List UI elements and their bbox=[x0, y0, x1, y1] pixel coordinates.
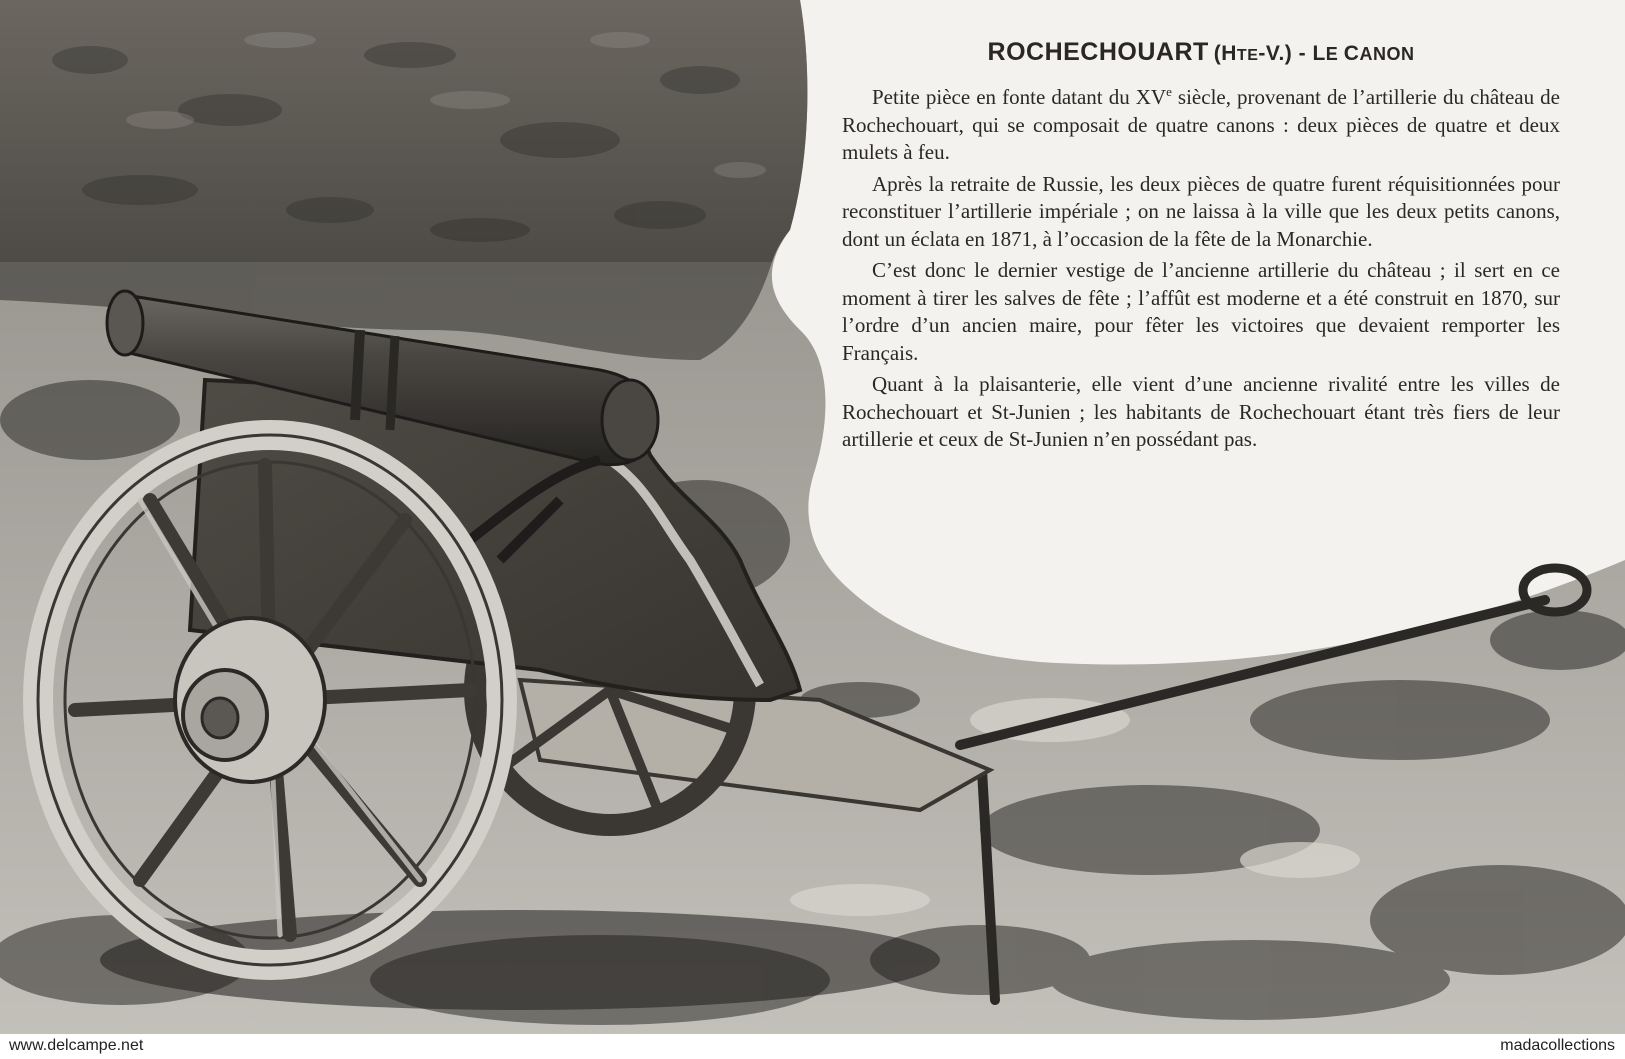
caption-paragraph-1: Petite pièce en fonte datant du XVe siècle, provenant de l’artillerie du château de Rochechouart, qui se composait de quatre canons : deux pièces de quatre et deux mulets à feu. bbox=[842, 84, 1560, 164]
title-subject: LE CANON bbox=[1312, 42, 1415, 65]
watermark-bar bbox=[0, 1034, 1625, 1059]
caption-paragraph-4: Quant à la plaisanterie, elle vient d’une ancienne rivalité entre les villes de Rochechouart et St-Junien ; les habitants de Rochechouart étant très fiers de leur artillerie et ceux de St-Junien n’en possédant pas. bbox=[842, 372, 1560, 451]
caption-panel bbox=[842, 28, 1560, 458]
caption-title: ROCHECHOUART (HTE-V.) - LE CANON bbox=[987, 38, 1415, 66]
title-place: ROCHECHOUART bbox=[987, 38, 1209, 66]
watermark-left: www.delcampe.net bbox=[9, 1037, 144, 1054]
caption-paragraph-3: C’est donc le dernier vestige de l’ancienne artillerie du château ; il sert en ce moment à tirer les salves de fête ; l’affût est moderne et a été construit en 1870, sur l’ordre d’un ancien maire, pour fêter les victoires que devaient remporter les Français. bbox=[842, 258, 1560, 365]
caption-paragraph-2: Après la retraite de Russie, les deux pièces de quatre furent réquisitionnées pour reconstituer l’artillerie impériale ; on ne laissa à la ville que les deux petits canons, dont un éclata en 1871, à l’occasion de la fête de la Monarchie. bbox=[842, 171, 1560, 251]
title-department: (HTE-V.) bbox=[1213, 42, 1293, 65]
watermark-right: madacollections bbox=[1500, 1037, 1615, 1054]
